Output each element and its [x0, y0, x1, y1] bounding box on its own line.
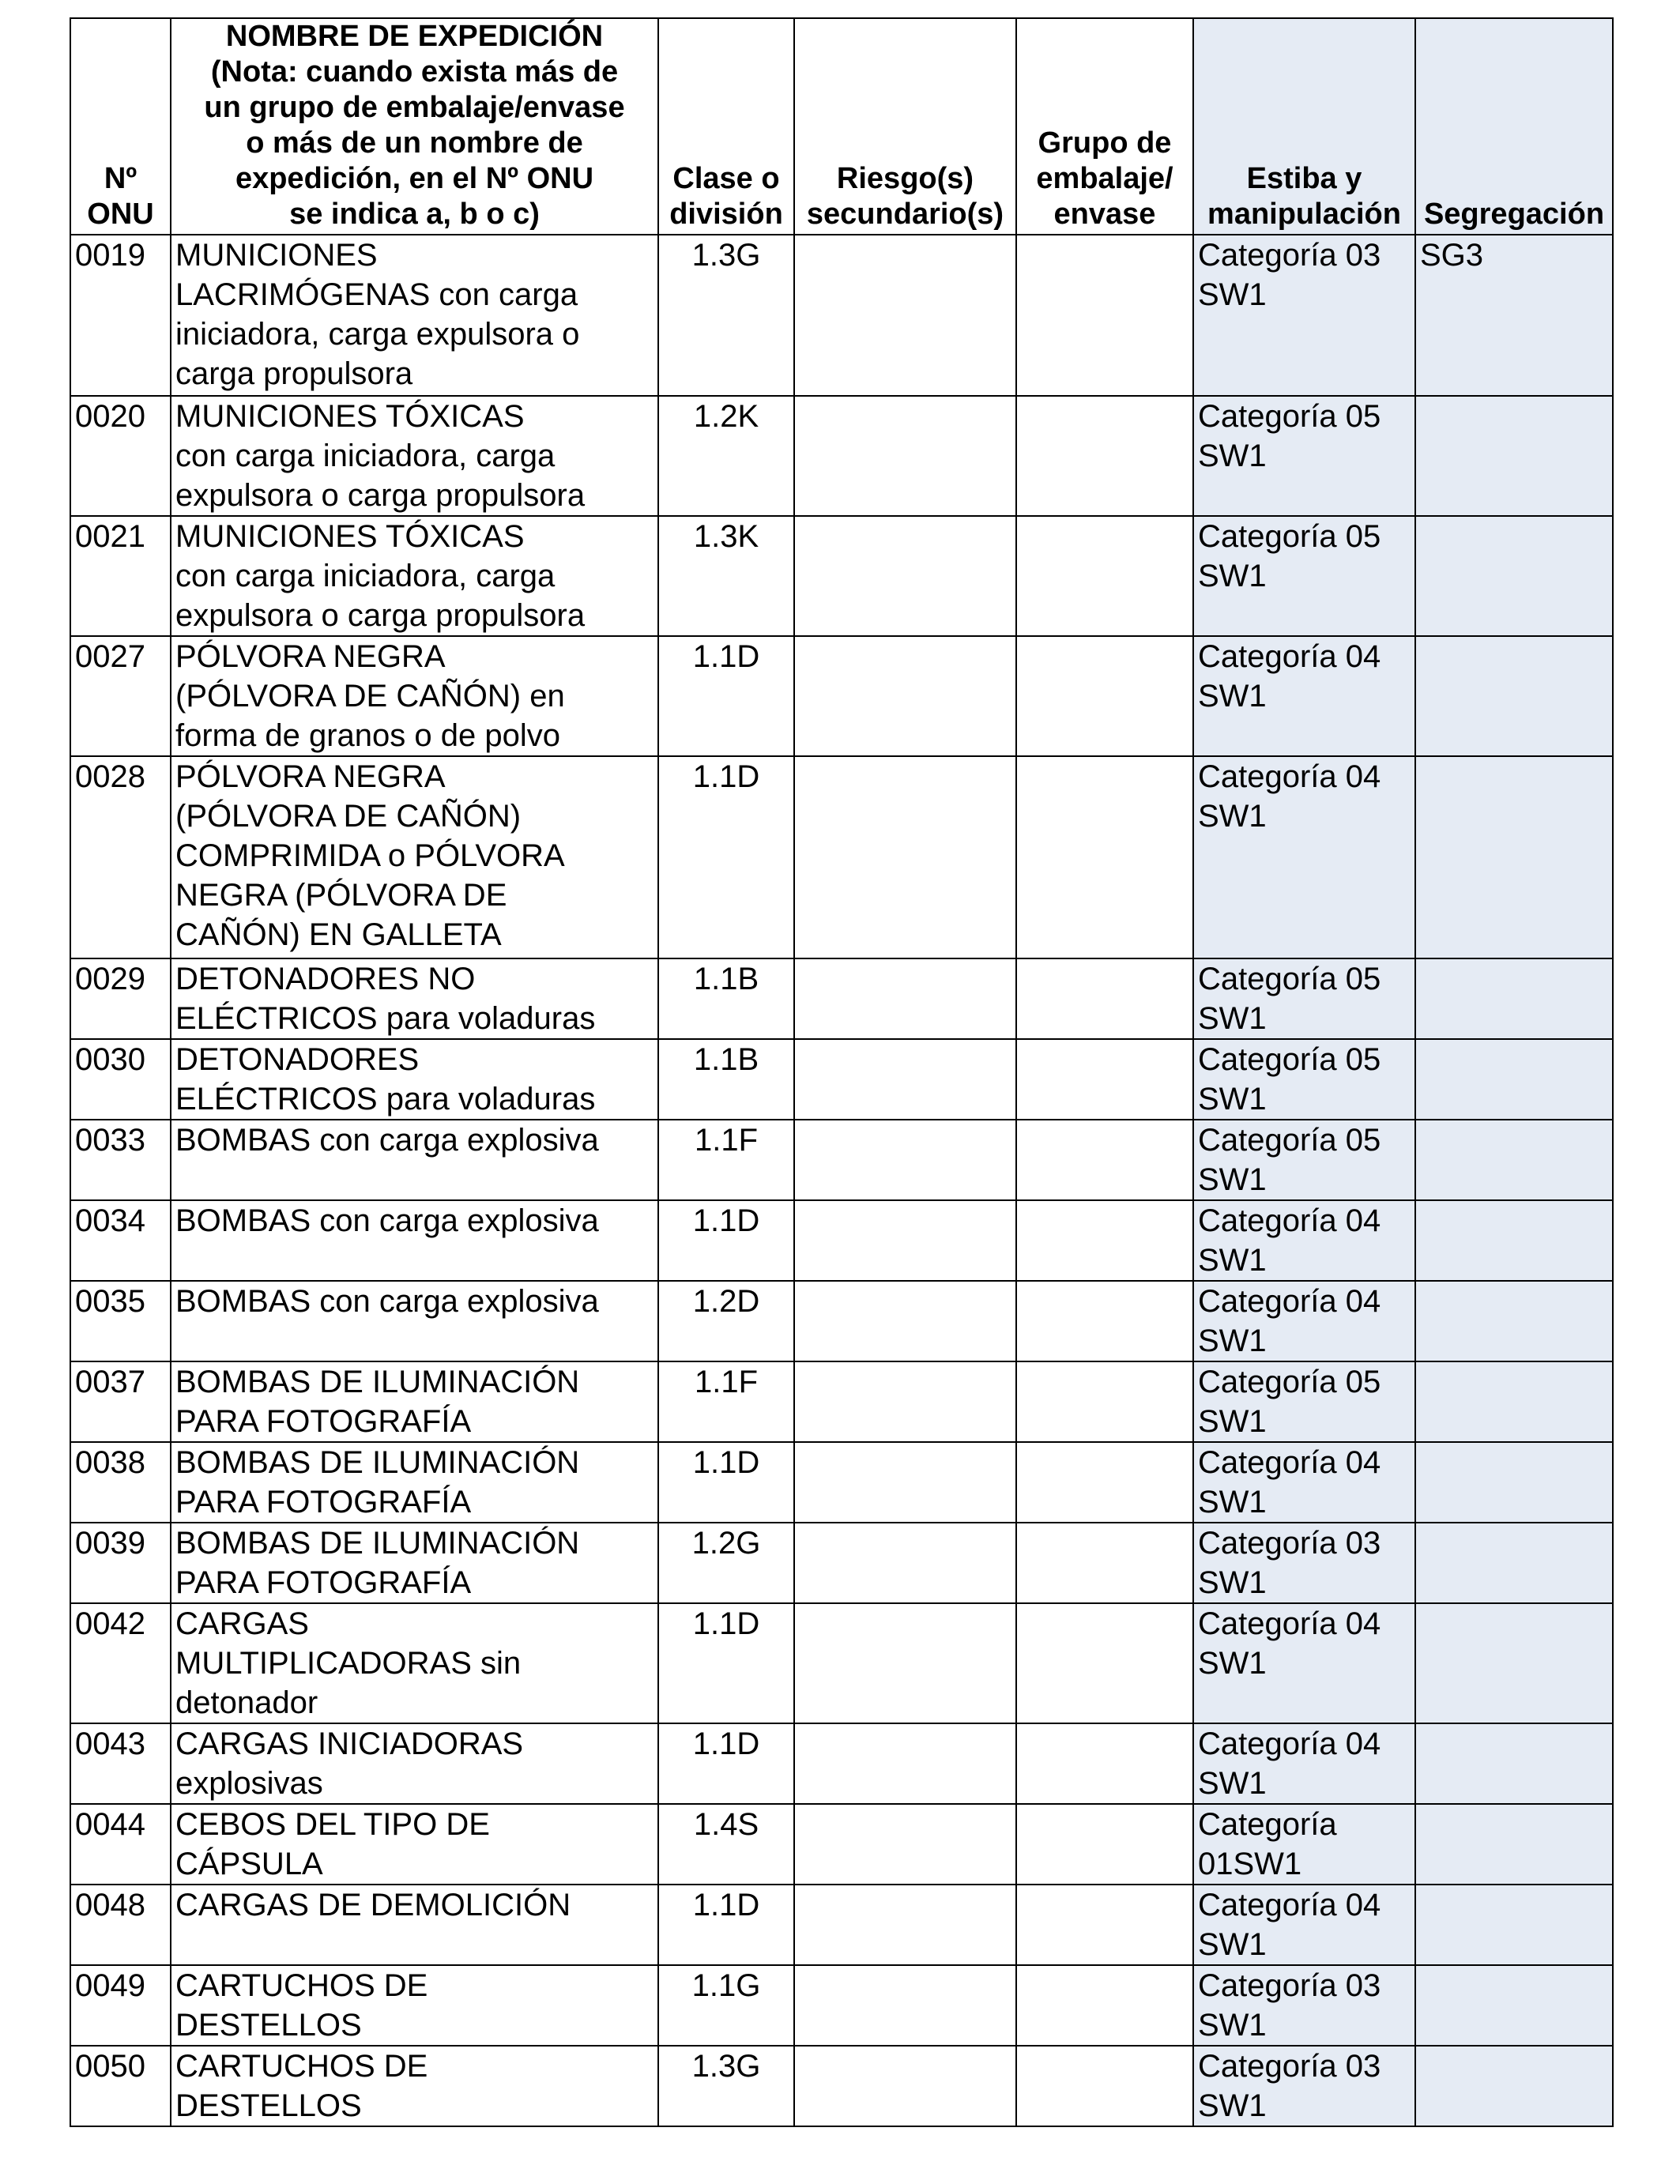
table-row: [70, 1039, 1613, 1120]
cell-class: 1.1B: [658, 1039, 794, 1120]
cell-packing-group: [1016, 1200, 1193, 1281]
cell-un-number: 0042: [70, 1603, 171, 1723]
cell-shipping-name: CARTUCHOS DE DESTELLOS: [171, 1965, 658, 2046]
cell-shipping-name: CARGAS INICIADORAS explosivas: [171, 1723, 658, 1804]
cell-stowage: Categoría 05 SW1: [1193, 396, 1415, 516]
cell-stowage: Categoría 04 SW1: [1193, 1281, 1415, 1361]
cell-segregation: [1415, 1723, 1613, 1804]
cell-segregation: [1415, 2046, 1613, 2126]
cell-un-number: 0037: [70, 1361, 171, 1442]
cell-class: 1.2K: [658, 396, 794, 516]
cell-stowage: Categoría 03 SW1: [1193, 235, 1415, 396]
cell-secondary-risk: [794, 756, 1016, 958]
cell-packing-group: [1016, 1039, 1193, 1120]
cell-shipping-name: DETONADORES NO ELÉCTRICOS para voladuras: [171, 958, 658, 1039]
cell-stowage: Categoría 05 SW1: [1193, 958, 1415, 1039]
cell-shipping-name: BOMBAS DE ILUMINACIÓN PARA FOTOGRAFÍA: [171, 1361, 658, 1442]
cell-segregation: [1415, 1281, 1613, 1361]
cell-shipping-name: PÓLVORA NEGRA (PÓLVORA DE CAÑÓN) COMPRIMIDA o PÓLVORA NEGRA (PÓLVORA DE CAÑÓN) EN GALLETA: [171, 756, 658, 958]
cell-packing-group: [1016, 1804, 1193, 1885]
cell-packing-group: [1016, 2046, 1193, 2126]
cell-segregation: [1415, 1039, 1613, 1120]
cell-stowage: Categoría 04 SW1: [1193, 636, 1415, 756]
cell-class: 1.1D: [658, 756, 794, 958]
cell-shipping-name: MUNICIONES TÓXICAS con carga iniciadora, carga expulsora o carga propulsora: [171, 516, 658, 636]
cell-shipping-name: BOMBAS con carga explosiva: [171, 1200, 658, 1281]
table-row: [70, 1120, 1613, 1200]
cell-class: 1.2G: [658, 1523, 794, 1603]
header-secondary-risk-text: Riesgo(s) secundario(s): [806, 162, 1004, 231]
cell-class: 1.1D: [658, 1603, 794, 1723]
cell-secondary-risk: [794, 516, 1016, 636]
table-row: [70, 1361, 1613, 1442]
table-row: [70, 756, 1613, 958]
cell-class: 1.1F: [658, 1361, 794, 1442]
cell-segregation: [1415, 1965, 1613, 2046]
cell-class: 1.1G: [658, 1965, 794, 2046]
cell-stowage: Categoría 03 SW1: [1193, 1965, 1415, 2046]
cell-segregation: [1415, 1885, 1613, 1965]
cell-secondary-risk: [794, 958, 1016, 1039]
cell-un-number: 0027: [70, 636, 171, 756]
table-row: [70, 1965, 1613, 2046]
cell-class: 1.1D: [658, 1200, 794, 1281]
header-packing-group: [1016, 18, 1193, 235]
cell-segregation: [1415, 958, 1613, 1039]
cell-packing-group: [1016, 1603, 1193, 1723]
header-class: [658, 18, 794, 235]
cell-stowage: Categoría 01SW1: [1193, 1804, 1415, 1885]
cell-class: 1.1D: [658, 1442, 794, 1523]
cell-un-number: 0029: [70, 958, 171, 1039]
cell-un-number: 0033: [70, 1120, 171, 1200]
cell-segregation: SG3: [1415, 235, 1613, 396]
cell-un-number: 0043: [70, 1723, 171, 1804]
cell-shipping-name: BOMBAS DE ILUMINACIÓN PARA FOTOGRAFÍA: [171, 1523, 658, 1603]
header-shipping-name-text: NOMBRE DE EXPEDICIÓN (Nota: cuando exista más de un grupo de embalaje/envase o más de un nombre de expedición, en el Nº ONU se indica a, b o c): [204, 20, 625, 231]
cell-shipping-name: MUNICIONES TÓXICAS con carga iniciadora, carga expulsora o carga propulsora: [171, 396, 658, 516]
cell-un-number: 0019: [70, 235, 171, 396]
cell-secondary-risk: [794, 1603, 1016, 1723]
cell-segregation: [1415, 1120, 1613, 1200]
header-packing-group-text: Grupo de embalaje/ envase: [1036, 126, 1173, 231]
header-un-number-text: Nº ONU: [87, 162, 154, 231]
cell-stowage: Categoría 05 SW1: [1193, 1361, 1415, 1442]
header-un-number: [70, 18, 171, 235]
cell-stowage: Categoría 04 SW1: [1193, 1885, 1415, 1965]
cell-un-number: 0035: [70, 1281, 171, 1361]
table-row: [70, 2046, 1613, 2126]
cell-un-number: 0048: [70, 1885, 171, 1965]
cell-un-number: 0038: [70, 1442, 171, 1523]
cell-secondary-risk: [794, 636, 1016, 756]
cell-secondary-risk: [794, 1281, 1016, 1361]
cell-class: 1.3G: [658, 2046, 794, 2126]
cell-secondary-risk: [794, 1804, 1016, 1885]
table-row: [70, 636, 1613, 756]
cell-stowage: Categoría 05 SW1: [1193, 1120, 1415, 1200]
cell-un-number: 0034: [70, 1200, 171, 1281]
cell-shipping-name: CARGAS DE DEMOLICIÓN: [171, 1885, 658, 1965]
cell-segregation: [1415, 636, 1613, 756]
header-class-text: Clase o división: [669, 162, 783, 231]
cell-shipping-name: MUNICIONES LACRIMÓGENAS con carga iniciadora, carga expulsora o carga propulsora: [171, 235, 658, 396]
cell-segregation: [1415, 1361, 1613, 1442]
cell-packing-group: [1016, 396, 1193, 516]
cell-packing-group: [1016, 636, 1193, 756]
cell-segregation: [1415, 1200, 1613, 1281]
cell-stowage: Categoría 05 SW1: [1193, 516, 1415, 636]
cell-shipping-name: CARTUCHOS DE DESTELLOS: [171, 2046, 658, 2126]
table-row: [70, 396, 1613, 516]
cell-stowage: Categoría 04 SW1: [1193, 1442, 1415, 1523]
cell-packing-group: [1016, 516, 1193, 636]
table-row: [70, 235, 1613, 396]
cell-un-number: 0021: [70, 516, 171, 636]
cell-shipping-name: CEBOS DEL TIPO DE CÁPSULA: [171, 1804, 658, 1885]
header-stowage-text: Estiba y manipulación: [1207, 162, 1401, 231]
cell-stowage: Categoría 05 SW1: [1193, 1039, 1415, 1120]
cell-packing-group: [1016, 958, 1193, 1039]
cell-un-number: 0044: [70, 1804, 171, 1885]
cell-packing-group: [1016, 1723, 1193, 1804]
cell-un-number: 0030: [70, 1039, 171, 1120]
cell-class: 1.2D: [658, 1281, 794, 1361]
cell-packing-group: [1016, 1965, 1193, 2046]
cell-segregation: [1415, 516, 1613, 636]
cell-class: 1.3K: [658, 516, 794, 636]
cell-un-number: 0049: [70, 1965, 171, 2046]
cell-secondary-risk: [794, 1965, 1016, 2046]
cell-packing-group: [1016, 1523, 1193, 1603]
table-row: [70, 516, 1613, 636]
cell-packing-group: [1016, 1281, 1193, 1361]
table-body: [70, 235, 1613, 2126]
cell-stowage: Categoría 04 SW1: [1193, 756, 1415, 958]
cell-packing-group: [1016, 1442, 1193, 1523]
table-row: [70, 1281, 1613, 1361]
dangerous-goods-table: [70, 17, 1614, 2127]
cell-shipping-name: CARGAS MULTIPLICADORAS sin detonador: [171, 1603, 658, 1723]
header-shipping-name: [171, 18, 658, 235]
cell-segregation: [1415, 1442, 1613, 1523]
cell-secondary-risk: [794, 1885, 1016, 1965]
cell-class: 1.1D: [658, 1723, 794, 1804]
table-row: [70, 1804, 1613, 1885]
header-segregation: [1415, 18, 1613, 235]
cell-secondary-risk: [794, 396, 1016, 516]
cell-class: 1.1D: [658, 636, 794, 756]
cell-packing-group: [1016, 235, 1193, 396]
cell-packing-group: [1016, 756, 1193, 958]
cell-segregation: [1415, 1523, 1613, 1603]
cell-secondary-risk: [794, 1200, 1016, 1281]
cell-segregation: [1415, 396, 1613, 516]
table-row: [70, 1200, 1613, 1281]
cell-stowage: Categoría 04 SW1: [1193, 1200, 1415, 1281]
cell-un-number: 0020: [70, 396, 171, 516]
cell-shipping-name: BOMBAS con carga explosiva: [171, 1120, 658, 1200]
cell-stowage: Categoría 04 SW1: [1193, 1603, 1415, 1723]
cell-class: 1.1B: [658, 958, 794, 1039]
cell-un-number: 0050: [70, 2046, 171, 2126]
table-row: [70, 958, 1613, 1039]
table-row: [70, 1603, 1613, 1723]
cell-stowage: Categoría 04 SW1: [1193, 1723, 1415, 1804]
table-row: [70, 1442, 1613, 1523]
cell-segregation: [1415, 1804, 1613, 1885]
cell-packing-group: [1016, 1120, 1193, 1200]
cell-secondary-risk: [794, 1523, 1016, 1603]
cell-secondary-risk: [794, 235, 1016, 396]
cell-secondary-risk: [794, 1361, 1016, 1442]
cell-shipping-name: PÓLVORA NEGRA (PÓLVORA DE CAÑÓN) en forma de granos o de polvo: [171, 636, 658, 756]
cell-shipping-name: DETONADORES ELÉCTRICOS para voladuras: [171, 1039, 658, 1120]
cell-class: 1.1D: [658, 1885, 794, 1965]
cell-secondary-risk: [794, 1039, 1016, 1120]
cell-secondary-risk: [794, 1723, 1016, 1804]
cell-class: 1.1F: [658, 1120, 794, 1200]
cell-un-number: 0028: [70, 756, 171, 958]
cell-un-number: 0039: [70, 1523, 171, 1603]
cell-secondary-risk: [794, 2046, 1016, 2126]
cell-stowage: Categoría 03 SW1: [1193, 2046, 1415, 2126]
header-segregation-text: Segregación: [1423, 198, 1605, 231]
cell-shipping-name: BOMBAS con carga explosiva: [171, 1281, 658, 1361]
header-secondary-risk: [794, 18, 1016, 235]
cell-segregation: [1415, 1603, 1613, 1723]
cell-shipping-name: BOMBAS DE ILUMINACIÓN PARA FOTOGRAFÍA: [171, 1442, 658, 1523]
cell-secondary-risk: [794, 1442, 1016, 1523]
cell-packing-group: [1016, 1885, 1193, 1965]
cell-segregation: [1415, 756, 1613, 958]
header-stowage: [1193, 18, 1415, 235]
header-row: [70, 18, 1613, 235]
table-row: [70, 1723, 1613, 1804]
table-row: [70, 1523, 1613, 1603]
cell-secondary-risk: [794, 1120, 1016, 1200]
cell-class: 1.3G: [658, 235, 794, 396]
table-row: [70, 1885, 1613, 1965]
cell-class: 1.4S: [658, 1804, 794, 1885]
cell-stowage: Categoría 03 SW1: [1193, 1523, 1415, 1603]
cell-packing-group: [1016, 1361, 1193, 1442]
